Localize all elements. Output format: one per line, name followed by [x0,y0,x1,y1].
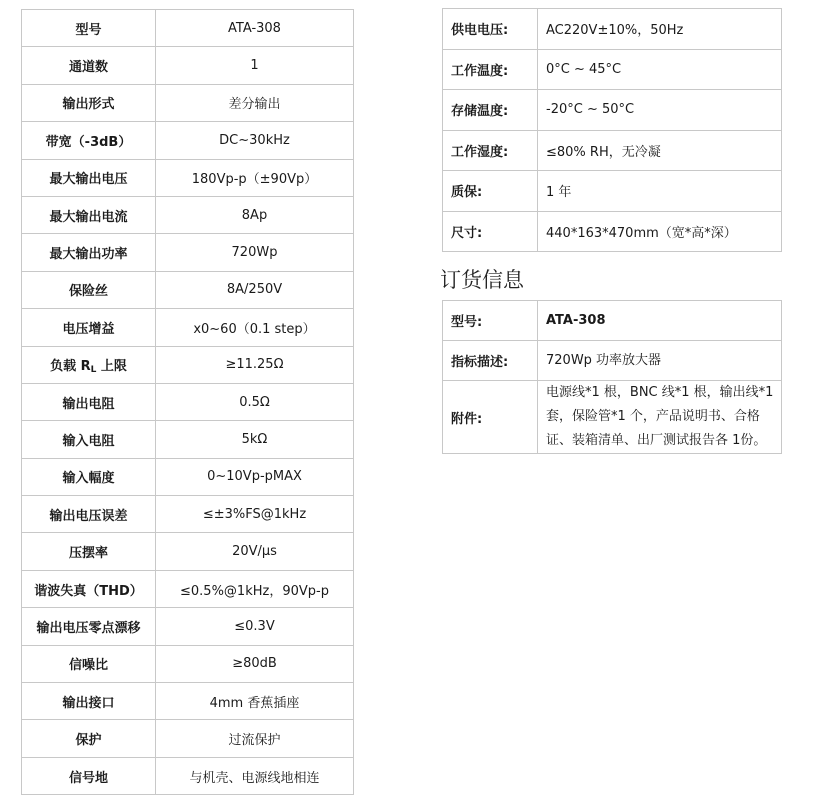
table-row [22,196,354,233]
order-label: 指标描述: [443,341,538,381]
spec-value: 与机壳、电源线地相连 [156,757,354,794]
label-subscript: L [90,364,97,375]
table-row [22,383,354,420]
spec-label: 最大输出电压 [22,159,156,196]
table-row [443,341,782,381]
spec-label: 工作温度: [443,49,538,90]
spec-value: DC~30kHz [156,122,354,159]
table-row [22,570,354,607]
spec-label: 通道数 [22,47,156,84]
table-row [443,301,782,341]
order-value-model: ATA-308 [538,301,782,341]
spec-label: 最大输出功率 [22,234,156,271]
spec-value: 5kΩ [156,421,354,458]
table-row [22,757,354,794]
table-row [443,90,782,131]
table-row [443,130,782,171]
spec-value: 1 [156,47,354,84]
spec-label: 输出电阻 [22,383,156,420]
spec-value: 0~10Vp-pMAX [156,458,354,495]
order-info-heading: 订货信息 [440,268,524,292]
spec-value: 差分输出 [156,84,354,121]
spec-label: 供电电压: [443,9,538,50]
spec-value: 8A/250V [156,271,354,308]
spec-label: 电压增益 [22,309,156,346]
spec-value: 4mm 香蕉插座 [156,683,354,720]
spec-label: 输出形式 [22,84,156,121]
spec-label: 保护 [22,720,156,757]
table-row [22,159,354,196]
order-label: 附件: [443,381,538,454]
spec-table-right [442,8,782,252]
spec-value: 8Ap [156,196,354,233]
spec-label: 信噪比 [22,645,156,682]
spec-label: 存储温度: [443,90,538,131]
spec-value: ≥11.25Ω [156,346,354,383]
order-label: 型号: [443,301,538,341]
table-row [22,122,354,159]
spec-value: 0.5Ω [156,383,354,420]
table-row [443,171,782,212]
table-row [22,683,354,720]
spec-label: 输出电压零点漂移 [22,608,156,645]
spec-label: 压摆率 [22,533,156,570]
table-row [22,309,354,346]
table-row [22,458,354,495]
spec-label: 质保: [443,171,538,212]
table-row [22,47,354,84]
spec-label: 工作湿度: [443,130,538,171]
table-row [443,211,782,252]
order-info-table [442,300,782,454]
spec-label: 最大输出电流 [22,196,156,233]
order-value-accessories: 电源线*1 根，BNC 线*1 根，输出线*1 套，保险管*1 个，产品说明书、合格证、装箱清单、出厂测试报告各 1份。 [538,381,782,454]
spec-value: 440*163*470mm（宽*高*深） [538,211,782,252]
spec-label: 尺寸: [443,211,538,252]
spec-value: ≤80% RH，无冷凝 [538,130,782,171]
table-row [22,346,354,383]
table-row [443,381,782,454]
spec-value: ATA-308 [156,10,354,47]
table-row [22,496,354,533]
spec-label: 保险丝 [22,271,156,308]
spec-label: 输入电阻 [22,421,156,458]
spec-label: 输出接口 [22,683,156,720]
table-row [22,645,354,682]
spec-table-left [21,9,354,795]
label-suffix: 上限 [96,358,127,374]
spec-value: -20°C ~ 50°C [538,90,782,131]
table-row [22,421,354,458]
spec-value: 720Wp [156,234,354,271]
spec-label: 型号 [22,10,156,47]
spec-label: 信号地 [22,757,156,794]
table-row [22,271,354,308]
table-row [22,720,354,757]
spec-label: 谐波失真（THD） [22,570,156,607]
spec-value: 180Vp-p（±90Vp） [156,159,354,196]
spec-value: AC220V±10%，50Hz [538,9,782,50]
order-value-description: 720Wp 功率放大器 [538,341,782,381]
spec-value: ≤0.5%@1kHz，90Vp-p [156,570,354,607]
spec-label: 输入幅度 [22,458,156,495]
table-row [22,234,354,271]
spec-value: 过流保护 [156,720,354,757]
table-row [22,10,354,47]
spec-label [22,346,156,383]
table-row [22,84,354,121]
label-prefix: 负载 R [50,358,91,374]
spec-label: 输出电压误差 [22,496,156,533]
table-row [443,9,782,50]
spec-value: 20V/μs [156,533,354,570]
table-row [22,608,354,645]
spec-value: ≥80dB [156,645,354,682]
spec-value: ≤0.3V [156,608,354,645]
spec-value: x0~60（0.1 step） [156,309,354,346]
table-row [443,49,782,90]
spec-value: ≤±3%FS@1kHz [156,496,354,533]
table-row [22,533,354,570]
spec-label: 带宽（-3dB） [22,122,156,159]
spec-value: 0°C ~ 45°C [538,49,782,90]
spec-value: 1 年 [538,171,782,212]
